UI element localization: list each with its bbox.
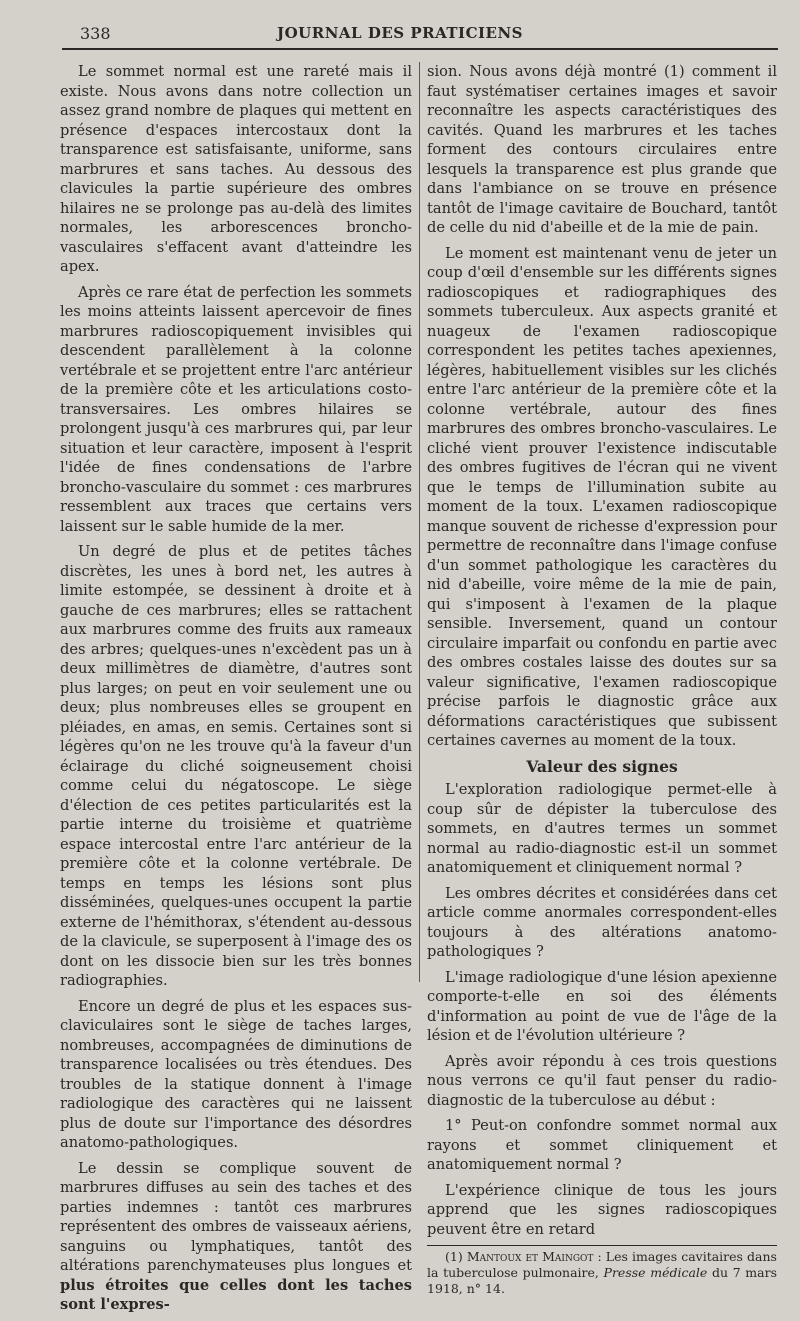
paragraph: Un degré de plus et de petites tâches discrètes, les unes à bord net, les autres à limite estompée, se dessinent à droite et à gauche de ces marbrures; elles se rattachent aux marbrures comme des fruits aux rameaux des arbres; quelques-unes n'excèdent pas un à deux millimètres de diamètre, d'autres sont plus larges; on peut en voir seulement une ou deux; plus nombreuses elles se groupent en pléiades, en amas, en semis. Certaines sont si légères qu'on ne les trouve qu'à la faveur d'un éclairage du cliché soigneusement choisi comme celui du négatoscope. Le siège d'élection de ces petites particularités est la partie interne du troisième et quatrième espace intercostal entre l'arc antérieur de la première côte et la colonne vertébrale. De temps en temps les lésions sont plus disséminées, quelques-unes occupent la partie externe de l'hémithorax, s'étendent au-dessous de la clavicule, se superposent à l'image des os dont on les dissocie bien sur les très bonnes radiographies. bbox=[60, 543, 412, 989]
paragraph: L'expérience clinique de tous les jours apprend que les signes radioscopiques peuvent être en retard bbox=[427, 1181, 777, 1238]
right-column bbox=[427, 62, 777, 1303]
paragraph: Le sommet normal est une rareté mais il existe. Nous avons dans notre collection un assez grand nombre de plaques qui mettent en présence d'espaces intercostaux dont la transparence est satisfaisante, uniforme, sans marbrures et sans taches. Au dessous des clavicules la partie supérieure des ombres hilaires ne se prolonge pas au-delà des limites normales, les arborescences broncho-vasculaires s'effacent avant d'atteindre les apex. bbox=[60, 63, 412, 275]
page-header bbox=[0, 22, 800, 48]
paragraph: Les ombres décrites et considérées dans cet article comme anormales correspondent-elles toujours à des altérations anatomo-pathologiques ? bbox=[427, 884, 777, 960]
footnote-journal: Presse médicale bbox=[603, 1265, 708, 1280]
footnote bbox=[427, 1249, 777, 1297]
paragraph bbox=[60, 1159, 412, 1315]
left-column bbox=[60, 62, 412, 1321]
paragraph: Après avoir répondu à ces trois questions nous verrons ce qu'il faut penser du radio-diagnostic de la tuberculose au début : bbox=[427, 1052, 777, 1109]
header-rule bbox=[62, 48, 778, 50]
paragraph: Après ce rare état de perfection les sommets les moins atteints laissent apercevoir de fines marbrures radioscopiquement invisibles qui descendent parallèlement à la colonne vertébrale et se projettent entre l'arc antérieur de la première côte et les articulations costo-transversaires. Les ombres hilaires se prolongent jusqu'à ces marbrures qui, par leur situation et leur caractère, imposent à l'esprit l'idée de fines condensations de l'arbre broncho-vasculaire du sommet : ces marbrures ressemblent aux traces que certains vers laissent sur le sable humide de la mer. bbox=[60, 283, 412, 535]
paragraph: Encore un degré de plus et les espaces sus-claviculaires sont le siège de taches larges, nombreuses, accompagnées de diminutions de transparence localisées ou très étendues. Des troubles de la statique donnent à l'image radiologique des caractères qui ne laissent plus de doute sur l'importance des désordres anatomo-pathologiques. bbox=[60, 997, 412, 1151]
paragraph: L'image radiologique d'une lésion apexienne comporte-t-elle en soi des éléments d'information au point de vue de l'âge de la lésion et de l'évolution ultérieure ? bbox=[427, 968, 777, 1044]
footnote-rule bbox=[427, 1245, 777, 1246]
footnote-authors: Mantoux et Maingot bbox=[466, 1249, 594, 1264]
paragraph-text: Le dessin se complique souvent de marbrures diffuses au sein des taches et des parties indemnes : tantôt ces marbrures représentent des ombres de vaisseaux aériens, sanguins ou lymphatiques, tantôt des altérations parenchymateuses plus longues et bbox=[60, 1159, 412, 1274]
section-heading: Valeur des signes bbox=[526, 756, 678, 776]
footnote-mark: (1) bbox=[445, 1249, 463, 1264]
paragraph: Le moment est maintenant venu de jeter un coup d'œil d'ensemble sur les différents signes radioscopiques et radiographiques des sommets tuberculeux. Aux aspects granité et nuageux de l'examen radioscopique correspondent les petites taches apexiennes, légères, habituellement visibles sur les clichés entre l'arc antérieur de la première côte et la colonne vertébrale, autour des fines marbrures des ombres broncho-vasculaires. Le cliché vient prouver l'existence indiscutable des ombres fugitives de l'écran qui ne vivent que le temps de l'illumination subite au moment de la toux. L'examen radioscopique manque souvent de richesse d'expression pour permettre de reconnaître dans l'image confuse d'un sommet pathologique les caractères du nid d'abeille, voire même de la mie de pain, qui s'imposent à l'examen de la plaque sensible. Inversement, quand un contour circulaire imparfait ou confondu en partie avec des ombres costales laisse des doutes sur sa valeur significative, l'examen radioscopique précise parfois le diagnostic grâce aux déformations caractéristiques que subissent certaines cavernes au moment de la toux. bbox=[427, 244, 777, 749]
paragraph: 1° Peut-on confondre sommet normal aux rayons et sommet cliniquement et anatomiquement normal ? bbox=[427, 1117, 777, 1173]
footnote-end: du 7 mars 1918, n° 14. bbox=[427, 1265, 778, 1296]
footnote-text: : Les images cavitaires dans la tuberculose pulmonaire, bbox=[427, 1249, 777, 1280]
paragraph: sion. Nous avons déjà montré (1) comment il faut systématiser certaines images et savoir reconnaître les aspects caractéristiques des cavités. Quand les marbrures et les taches forment des contours circulaires entre lesquels la transparence est plus grande que dans l'ambiance on se trouve en présence tantôt de l'image cavitaire de Bouchard, tantôt de celle du nid d'abeille et de la mie de pain. bbox=[427, 63, 777, 236]
column-divider bbox=[419, 62, 420, 982]
paragraph: L'exploration radiologique permet-elle à coup sûr de dépister la tuberculose des sommets, en d'autres termes un sommet normal au radio-diagnostic est-il un sommet anatomiquement et cliniquement normal ? bbox=[427, 781, 777, 876]
running-title: JOURNAL DES PRATICIENS bbox=[277, 24, 523, 42]
page-number: 338 bbox=[80, 24, 111, 43]
paragraph-bold-line: plus étroites que celles dont les taches sont l'expres- bbox=[60, 1276, 412, 1313]
